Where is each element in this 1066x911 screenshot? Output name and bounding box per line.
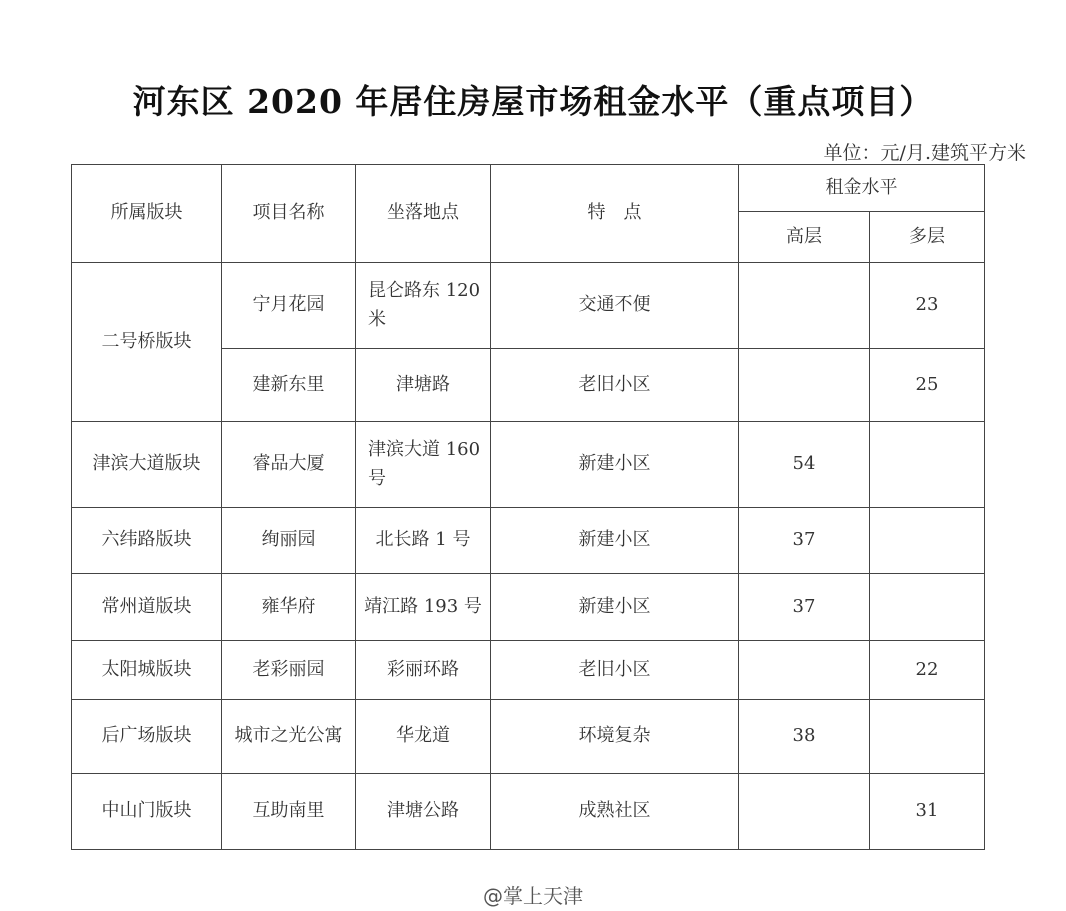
cell-multi: 22 (870, 641, 985, 700)
cell-feature: 成熟社区 (491, 774, 739, 850)
table-row (72, 263, 985, 349)
cell-location: 华龙道 (356, 700, 491, 774)
header-rent-level: 租金水平 (739, 165, 985, 212)
cell-project: 建新东里 (222, 349, 356, 422)
table-row (72, 508, 985, 574)
cell-block: 太阳城版块 (72, 641, 222, 700)
rent-table (71, 164, 985, 850)
cell-feature: 新建小区 (491, 422, 739, 508)
cell-multi (870, 508, 985, 574)
watermark: @掌上天津 (483, 884, 583, 908)
table-row (72, 700, 985, 774)
cell-multi: 31 (870, 774, 985, 850)
cell-feature: 老旧小区 (491, 349, 739, 422)
header-project: 项目名称 (222, 165, 356, 263)
cell-location: 靖江路 193 号 (356, 574, 491, 641)
cell-location: 津塘公路 (356, 774, 491, 850)
cell-block: 常州道版块 (72, 574, 222, 641)
cell-location: 昆仑路东 120 米 (356, 263, 491, 349)
cell-feature: 新建小区 (491, 508, 739, 574)
table-row (72, 641, 985, 700)
cell-block: 六纬路版块 (72, 508, 222, 574)
cell-project: 宁月花园 (222, 263, 356, 349)
cell-feature: 老旧小区 (491, 641, 739, 700)
cell-block: 后广场版块 (72, 700, 222, 774)
table-row (72, 422, 985, 508)
cell-project: 绚丽园 (222, 508, 356, 574)
cell-high (739, 349, 870, 422)
cell-high: 37 (739, 574, 870, 641)
cell-project: 雍华府 (222, 574, 356, 641)
header-multi-story: 多层 (870, 212, 985, 263)
cell-high (739, 263, 870, 349)
cell-multi (870, 422, 985, 508)
cell-high: 37 (739, 508, 870, 574)
cell-location: 津滨大道 160 号 (356, 422, 491, 508)
table-row (72, 574, 985, 641)
header-high-rise: 高层 (739, 212, 870, 263)
cell-feature: 新建小区 (491, 574, 739, 641)
cell-multi: 25 (870, 349, 985, 422)
cell-project: 城市之光公寓 (222, 700, 356, 774)
cell-high (739, 641, 870, 700)
header-feature: 特 点 (491, 165, 739, 263)
unit-note: 单位：元/月.建筑平方米 (823, 142, 1026, 164)
cell-feature: 环境复杂 (491, 700, 739, 774)
cell-multi (870, 700, 985, 774)
cell-block: 二号桥版块 (72, 263, 222, 422)
cell-project: 睿品大厦 (222, 422, 356, 508)
cell-project: 老彩丽园 (222, 641, 356, 700)
header-block: 所属版块 (72, 165, 222, 263)
cell-location: 北长路 1 号 (356, 508, 491, 574)
cell-multi: 23 (870, 263, 985, 349)
cell-project: 互助南里 (222, 774, 356, 850)
cell-high (739, 774, 870, 850)
cell-multi (870, 574, 985, 641)
header-location: 坐落地点 (356, 165, 491, 263)
cell-location: 彩丽环路 (356, 641, 491, 700)
cell-high: 54 (739, 422, 870, 508)
cell-block: 津滨大道版块 (72, 422, 222, 508)
cell-location: 津塘路 (356, 349, 491, 422)
page-title: 河东区 2020 年居住房屋市场租金水平（重点项目） (132, 82, 934, 121)
table-row (72, 774, 985, 850)
cell-block: 中山门版块 (72, 774, 222, 850)
cell-feature: 交通不便 (491, 263, 739, 349)
cell-high: 38 (739, 700, 870, 774)
